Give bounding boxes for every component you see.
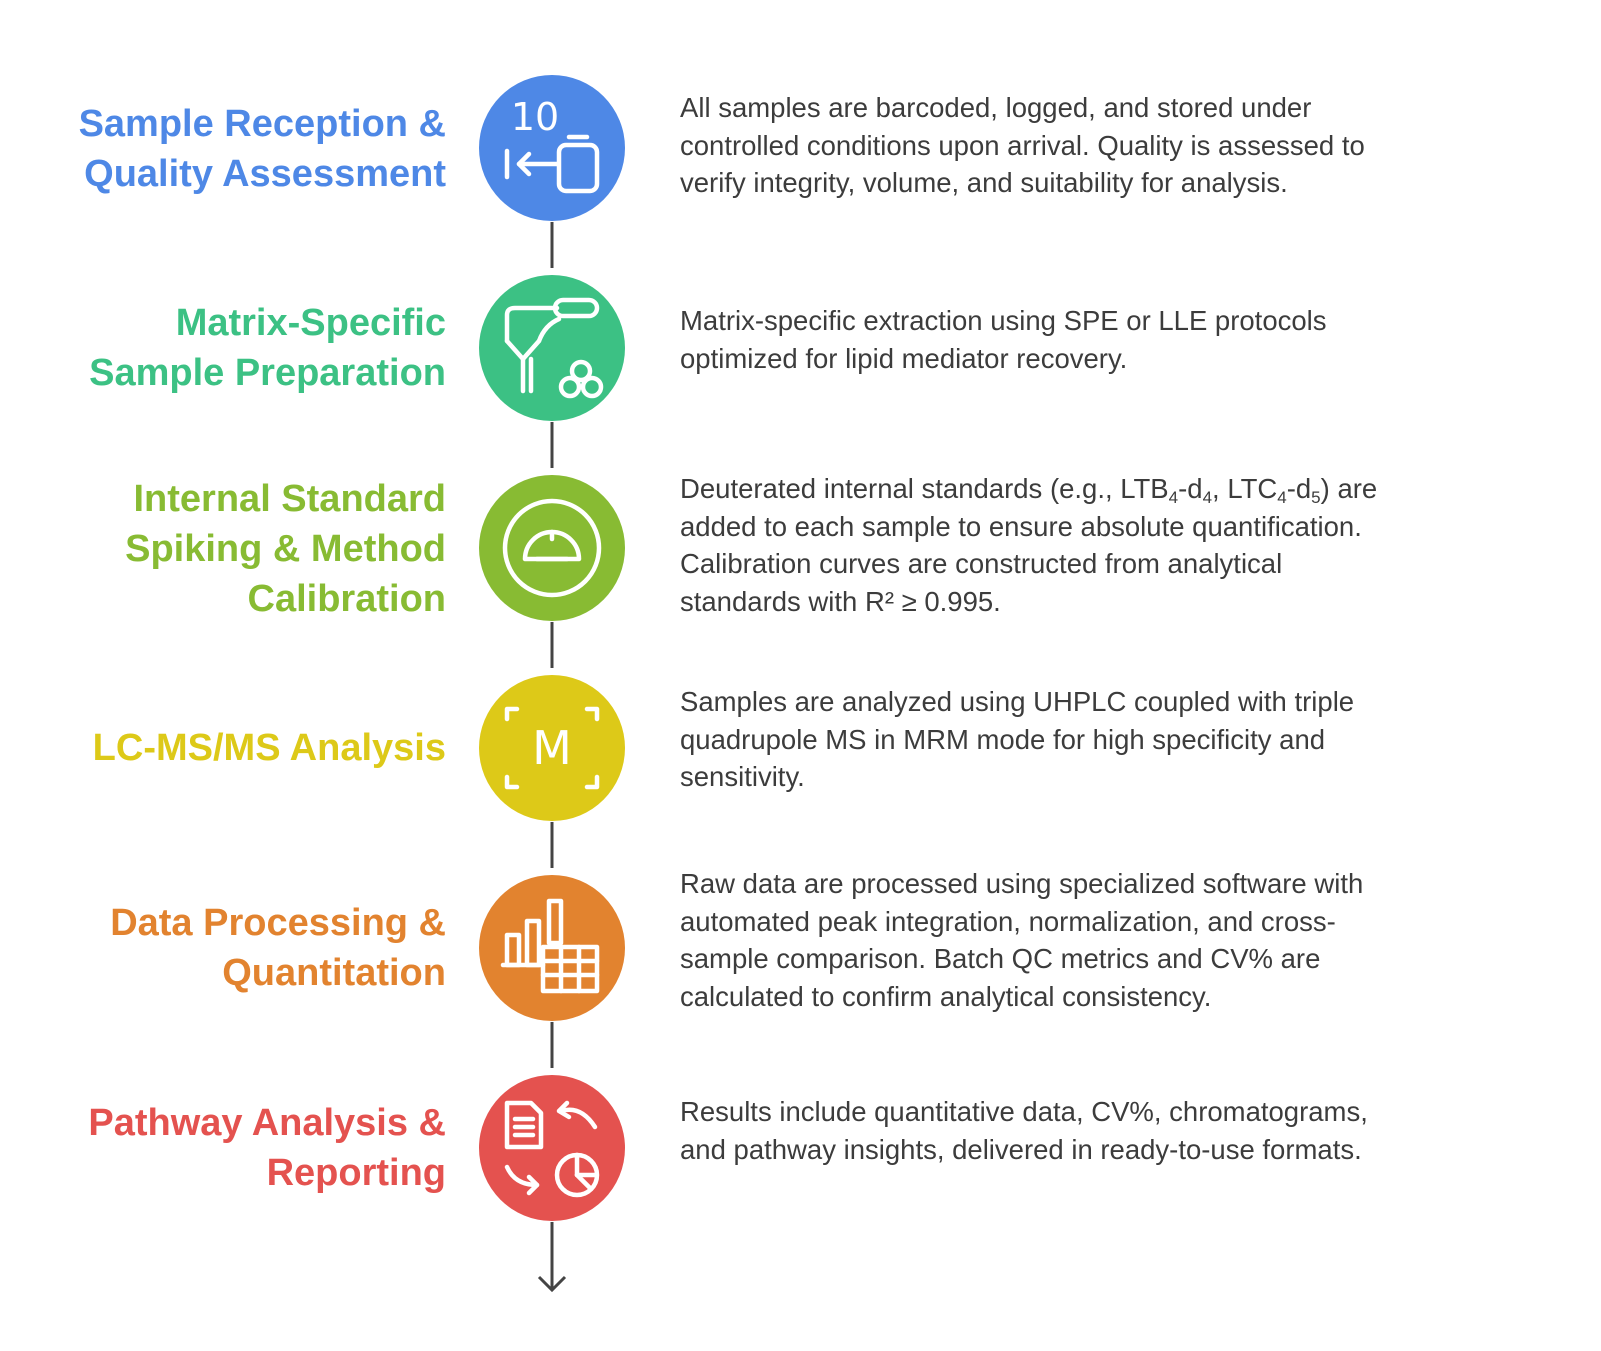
icon-label: 10 [510, 95, 560, 139]
protractor-icon [479, 475, 625, 621]
subscript: 4 [1202, 488, 1213, 507]
icon-label: M [532, 721, 572, 775]
step-title-line: Quality Assessment [84, 153, 446, 195]
step-icon-circle [479, 275, 625, 421]
step-description [680, 1093, 1480, 1168]
step-data-processing [0, 870, 1601, 1030]
description-line: standards with R² ≥ 0.995. [680, 585, 1001, 617]
description-line-with-subscripts: Deuterated internal standards (e.g., $LTB_4-d_4$, $LTC_4-d_5$) are [680, 473, 1378, 507]
step-description [680, 470, 1480, 620]
step-sample-preparation [0, 270, 1601, 430]
step-description [680, 865, 1480, 1015]
description-line: quadrupole MS in MRM mode for high specificity and [680, 723, 1326, 755]
step-title [26, 898, 446, 998]
step-title-line: Calibration [247, 578, 446, 620]
step-title-line: Quantitation [222, 952, 446, 994]
description-line: sample comparison. Batch QC metrics and CV% are [680, 943, 1321, 974]
description-line: Raw data are processed using specialized software with [680, 868, 1364, 899]
step-title-line: Sample Preparation [89, 352, 446, 394]
step-description [680, 683, 1480, 796]
step-title-line: Pathway Analysis & [88, 1102, 446, 1144]
description-line: controlled conditions upon arrival. Quality is assessed to [680, 129, 1365, 161]
step-icon-circle [479, 675, 625, 821]
step-title [26, 1098, 446, 1198]
step-title-line: Reporting [266, 1152, 446, 1194]
subscript: 5 [1311, 488, 1321, 507]
step-title [26, 474, 446, 624]
step-title-line: Data Processing & [110, 902, 446, 944]
description-line: calculated to confirm analytical consistency. [680, 980, 1212, 1012]
step-title [26, 298, 446, 398]
extraction-funnel-icon [479, 275, 625, 421]
step-reporting [0, 1070, 1601, 1230]
step-title-line: Spiking & Method [125, 528, 446, 570]
step-icon-circle [479, 1075, 625, 1221]
subscript: 4 [1277, 488, 1287, 507]
description-line: Results include quantitative data, CV%, chromatograms, [680, 1096, 1368, 1127]
step-icon-circle [479, 75, 625, 221]
description-line: Calibration curves are constructed from analytical [680, 548, 1283, 579]
step-title-line: Sample Reception & [78, 103, 446, 145]
description-line: optimized for lipid mediator recovery. [680, 342, 1128, 374]
step-description [680, 302, 1480, 377]
report-pie-arrows-icon [479, 1075, 625, 1221]
step-icon-circle [479, 475, 625, 621]
description-line: Matrix-specific extraction using SPE or LLE protocols [680, 305, 1327, 336]
step-lcms-analysis [0, 670, 1601, 830]
description-line: All samples are barcoded, logged, and stored under [680, 92, 1312, 123]
step-calibration [0, 470, 1601, 630]
subscript: 4 [1168, 488, 1179, 507]
step-description [680, 89, 1480, 202]
bar-chart-table-icon [479, 875, 625, 1021]
barcode-intake-icon [479, 75, 625, 221]
description-line: added to each sample to ensure absolute quantification. [680, 510, 1362, 542]
step-title-line: LC-MS/MS Analysis [92, 727, 446, 769]
description-line: Samples are analyzed using UHPLC coupled with triple [680, 686, 1355, 717]
step-icon-circle [479, 875, 625, 1021]
step-title-line: Internal Standard [133, 478, 446, 520]
step-title [26, 99, 446, 199]
description-line: verify integrity, volume, and suitability for analysis. [680, 167, 1288, 198]
mass-spec-frame-icon [479, 675, 625, 821]
description-line: automated peak integration, normalization, and cross- [680, 905, 1336, 937]
description-line: sensitivity. [680, 761, 805, 792]
description-line: and pathway insights, delivered in ready-to-use formats. [680, 1133, 1362, 1165]
step-sample-reception [0, 70, 1601, 230]
step-title-line: Matrix-Specific [175, 302, 446, 344]
step-title [26, 723, 446, 773]
